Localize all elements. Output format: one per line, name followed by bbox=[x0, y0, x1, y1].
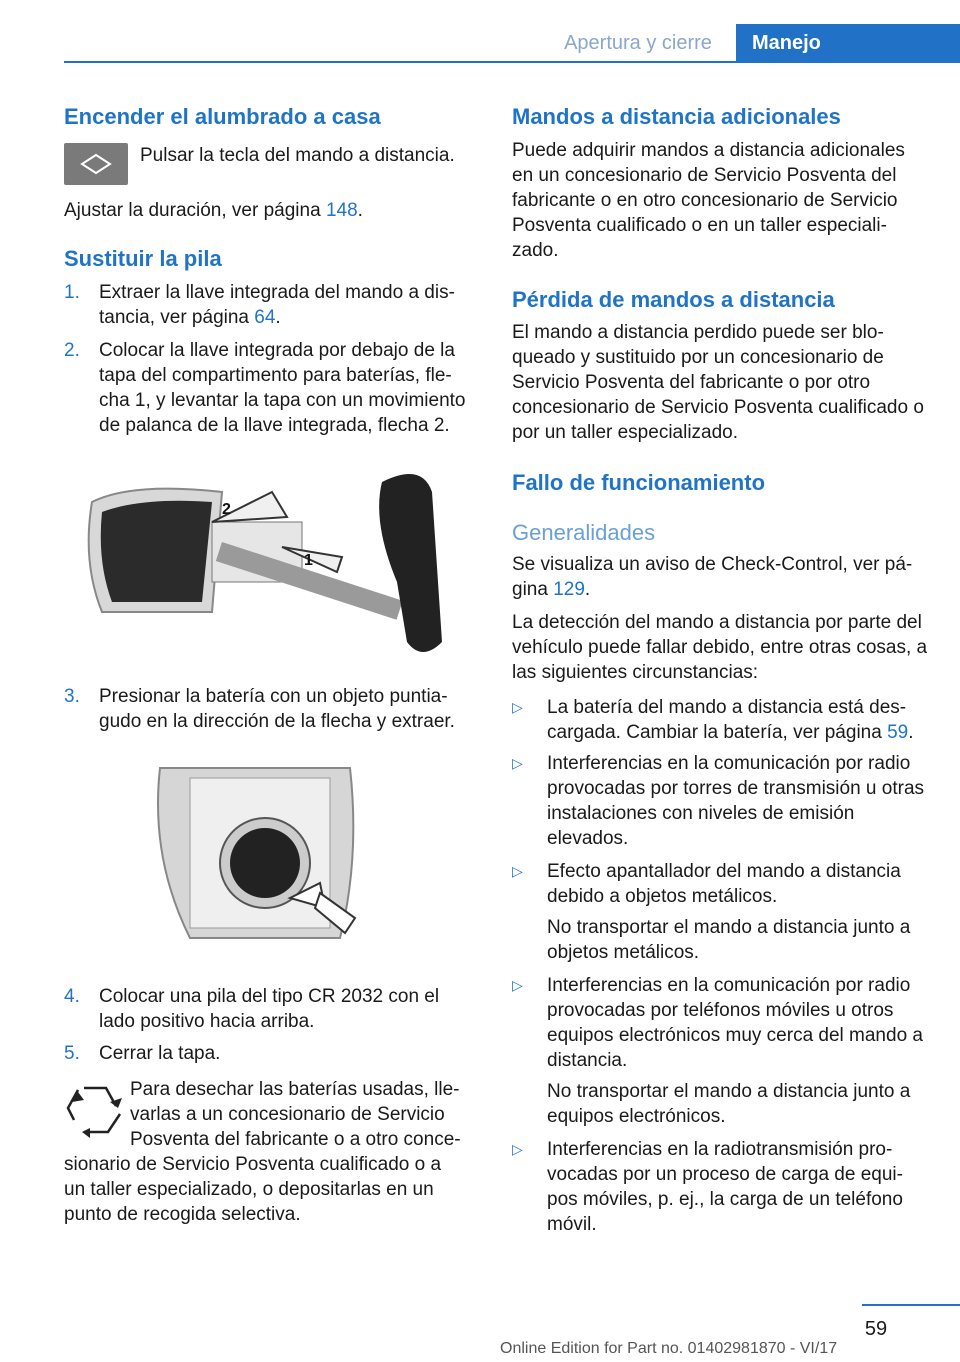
triangle-bullet-icon: ▷ bbox=[512, 1141, 523, 1157]
bullet-text: La batería del mando a distancia está des-cargada. Cambiar la batería, ver página bbox=[547, 697, 907, 743]
battery-removal-illustration bbox=[150, 758, 360, 948]
deteccion-text: La detección del mando a distancia por parte del vehículo puede fallar debido, entre otras cosas, a las siguientes circunstancias: bbox=[512, 612, 928, 683]
heading-fallo: Fallo de funcionamiento bbox=[512, 470, 766, 495]
heading-mandos-adicionales: Mandos a distancia adicionales bbox=[512, 104, 841, 129]
remote-button-icon bbox=[64, 143, 128, 185]
heading-alumbrado: Encender el alumbrado a casa bbox=[64, 104, 381, 129]
step-text: Cerrar la tapa. bbox=[99, 1043, 221, 1064]
bullet-text: Interferencias en la radiotransmisión pro-vocadas por un proceso de carga de equi-pos móviles, p. ej., la carga de un teléfono móvil. bbox=[547, 1139, 903, 1235]
page-link-129[interactable]: 129 bbox=[553, 579, 585, 600]
triangle-bullet-icon: ▷ bbox=[512, 977, 523, 993]
ajustar-prefix: Ajustar la duración, ver página bbox=[64, 200, 326, 221]
step-5 bbox=[64, 1041, 476, 1066]
check-prefix: Se visualiza un aviso de Check-Control, ver pá-gina bbox=[512, 554, 913, 600]
check-control-text bbox=[512, 552, 928, 602]
check-suffix: . bbox=[584, 579, 591, 600]
step-text: Presionar la batería con un objeto puntia-gudo en la dirección de la flecha y extraer. bbox=[99, 686, 455, 732]
triangle-bullet-icon: ▷ bbox=[512, 699, 523, 715]
step-text: Colocar la llave integrada por debajo de la tapa del compartimento para baterías, fle-cha 1, y levantar la tapa con un movimiento de palanca de la llave integrada, flecha 2. bbox=[99, 340, 466, 436]
adicionales-text: Puede adquirir mandos a distancia adicionales en un concesionario de Servicio Posventa del fabricante o en otro concesionario de Servicio Posventa cualificado o en un taller especiali-zado. bbox=[512, 140, 905, 261]
page-link-148[interactable]: 148 bbox=[325, 200, 358, 221]
recycle-line-4: sionario de Servicio Posventa cualificado o a bbox=[64, 1154, 442, 1175]
page-link-59[interactable]: 59 bbox=[887, 722, 909, 743]
step-suffix: . bbox=[275, 307, 281, 328]
step-number: 1. bbox=[64, 282, 80, 303]
bullet-text: Efecto apantallador del mando a distancia debido a objetos metálicos. bbox=[547, 861, 901, 907]
heading-perdida: Pérdida de mandos a distancia bbox=[512, 287, 835, 312]
step-number: 3. bbox=[64, 686, 80, 707]
ajustar-suffix: . bbox=[357, 200, 363, 221]
key-removal-illustration bbox=[72, 462, 472, 662]
arrow-label-2: 2 bbox=[222, 501, 231, 518]
recycle-line-1: Para desechar las baterías usadas, lle- bbox=[130, 1079, 460, 1100]
bullet-text: Interferencias en la comunicación por radio provocadas por torres de transmisión u otras instalaciones con niveles de emisión elevados. bbox=[547, 753, 925, 849]
tab-manejo[interactable]: Manejo bbox=[736, 24, 960, 63]
bullet-1 bbox=[512, 695, 928, 745]
step-3 bbox=[64, 684, 476, 734]
recycle-line-3: Posventa del fabricante o a otro conce- bbox=[130, 1129, 461, 1150]
bullet-suffix: . bbox=[908, 722, 914, 743]
footer-rule bbox=[862, 1304, 960, 1306]
tab-apertura-y-cierre[interactable]: Apertura y cierre bbox=[564, 32, 712, 54]
bullet-3 bbox=[512, 859, 928, 969]
step-2 bbox=[64, 338, 476, 438]
step-number: 4. bbox=[64, 986, 80, 1007]
step-number: 5. bbox=[64, 1043, 80, 1064]
bullet-4 bbox=[512, 973, 928, 1153]
recycle-line-2: varlas a un concesionario de Servicio bbox=[130, 1104, 445, 1125]
step-number: 2. bbox=[64, 340, 80, 361]
header-rule bbox=[64, 61, 960, 63]
perdida-text: El mando a distancia perdido puede ser blo-queado y sustituido por un concesionario de Servicio Posventa del fabricante o por otro concesionario de Servicio Posventa cualificado o por un taller especializado. bbox=[512, 322, 924, 443]
alumbrado-text: Pulsar la tecla del mando a distancia. bbox=[140, 145, 455, 166]
step-4 bbox=[64, 984, 476, 1034]
step-text: Colocar una pila del tipo CR 2032 con el lado positivo hacia arriba. bbox=[99, 986, 440, 1032]
page-link-64[interactable]: 64 bbox=[254, 307, 276, 328]
bullet-note: No transportar el mando a distancia junto a objetos metálicos. bbox=[547, 917, 911, 963]
recycle-line-5: un taller especializado, o depositarlas en un bbox=[64, 1179, 434, 1200]
heading-sustituir-pila: Sustituir la pila bbox=[64, 246, 222, 271]
triangle-bullet-icon: ▷ bbox=[512, 863, 523, 879]
heading-generalidades: Generalidades bbox=[512, 520, 656, 545]
arrow-label-1: 1 bbox=[304, 552, 313, 569]
step-1 bbox=[64, 280, 476, 330]
ajustar-text bbox=[64, 198, 476, 223]
recycle-line-6: punto de recogida selectiva. bbox=[64, 1204, 301, 1225]
bullet-5 bbox=[512, 1137, 928, 1237]
step-text: Extraer la llave integrada del mando a dis-tancia, ver página bbox=[99, 282, 455, 328]
page-number: 59 bbox=[864, 1318, 888, 1340]
triangle-bullet-icon: ▷ bbox=[512, 755, 523, 771]
bullet-note: No transportar el mando a distancia junto a equipos electrónicos. bbox=[547, 1081, 911, 1127]
recycle-icon bbox=[64, 1080, 126, 1138]
edition-footer: Online Edition for Part no. 01402981870 - VI/17 bbox=[500, 1340, 838, 1357]
bullet-text: Interferencias en la comunicación por radio provocadas por teléfonos móviles u otros equipos electrónicos muy cerca del mando a distancia. bbox=[547, 975, 923, 1071]
bullet-2 bbox=[512, 751, 928, 851]
